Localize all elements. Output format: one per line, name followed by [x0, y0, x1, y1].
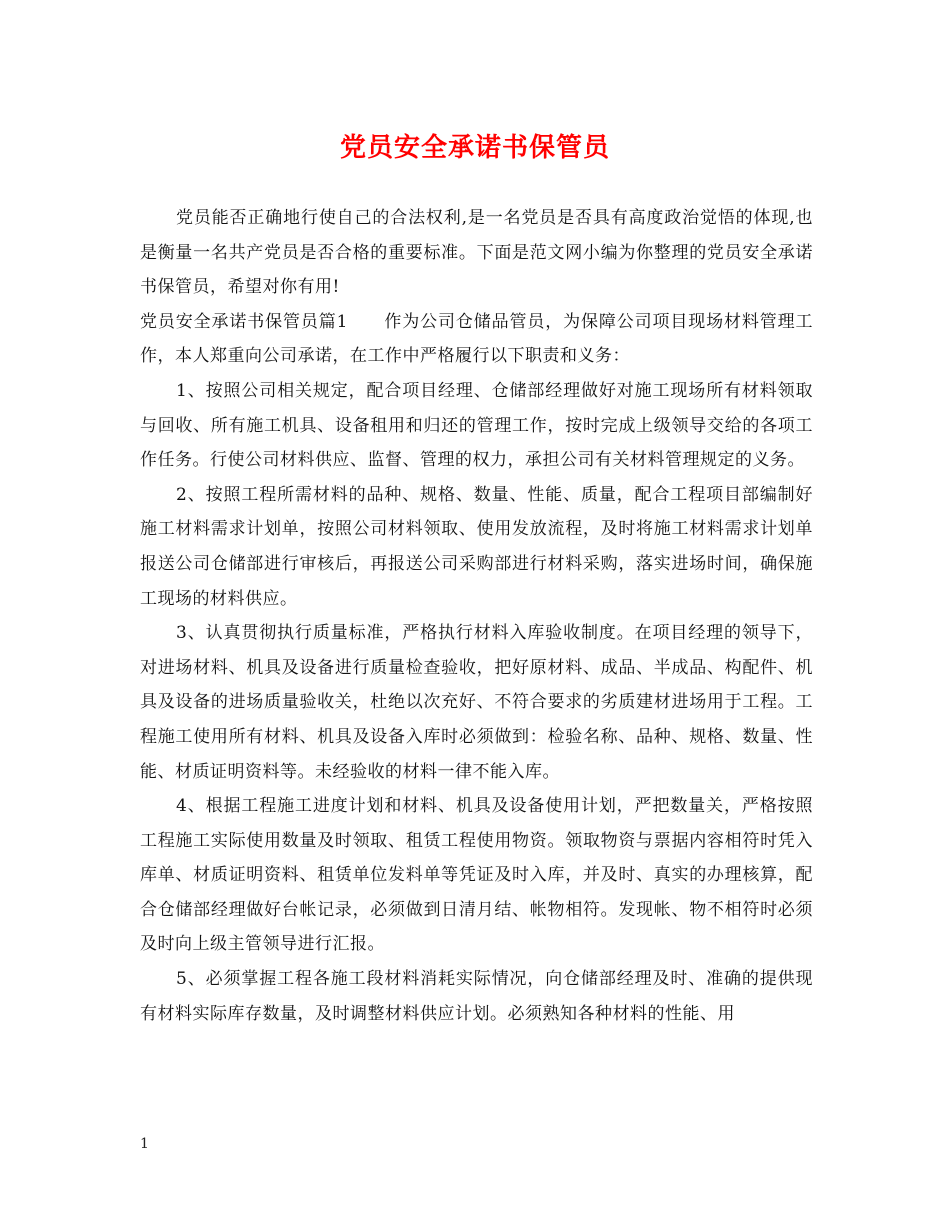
- section-heading: 党员安全承诺书保管员篇1: [140, 311, 348, 332]
- document-body: [140, 201, 813, 1031]
- intro-paragraph: 党员能否正确地行使自己的合法权利,是一名党员是否具有高度政治觉悟的体现,也是衡量一名共产党员是否合格的重要标准。下面是范文网小编为你整理的党员安全承诺书保管员，希望对你有用!: [140, 208, 813, 298]
- list-item-5: 5、必须掌握工程各施工段材料消耗实际情况，向仓储部经理及时、准确的提供现有材料实际库存数量，及时调整材料供应计划。必须熟知各种材料的性能、用: [140, 969, 813, 1024]
- list-item-3: 3、认真贯彻执行质量标准，严格执行材料入库验收制度。在项目经理的领导下，对进场材料、机具及设备进行质量检查验收，把好原材料、成品、半成品、构配件、机具及设备的进场质量验收关，杜绝以次充好、不符合要求的劣质建材进场用于工程。工程施工使用所有材料、机具及设备入库时必须做到：检验名称、品种、规格、数量、性能、材质证明资料等。未经验收的材料一律不能入库。: [140, 623, 813, 782]
- list-item-2: 2、按照工程所需材料的品种、规格、数量、性能、质量，配合工程项目部编制好施工材料需求计划单，按照公司材料领取、使用发放流程，及时将施工材料需求计划单报送公司仓储部进行审核后，再报送公司采购部进行材料采购，落实进场时间，确保施工现场的材料供应。: [140, 484, 813, 609]
- list-item-1: 1、按照公司相关规定，配合项目经理、仓储部经理做好对施工现场所有材料领取与回收、所有施工机具、设备租用和归还的管理工作，按时完成上级领导交给的各项工作任务。行使公司材料供应、监督、管理的权力，承担公司有关材料管理规定的义务。: [140, 380, 813, 471]
- list-item-4: 4、根据工程施工进度计划和材料、机具及设备使用计划，严把数量关，严格按照工程施工实际使用数量及时领取、租赁工程使用物资。领取物资与票据内容相符时凭入库单、材质证明资料、租赁单位发料单等凭证及时入库，并及时、真实的办理核算，配合仓储部经理做好台帐记录，必须做到日清月结、帐物相符。发现帐、物不相符时必须及时向上级主管领导进行汇报。: [140, 796, 813, 955]
- page-number: 1: [140, 1136, 149, 1152]
- section-heading-paragraph: [140, 305, 813, 374]
- document-title: 党员安全承诺书保管员: [339, 133, 610, 163]
- section-lead: 作为公司仓储品管员，为保障公司项目现场材料管理工作，本人郑重向公司承诺，在工作中严格履行以下职责和义务：: [140, 311, 813, 367]
